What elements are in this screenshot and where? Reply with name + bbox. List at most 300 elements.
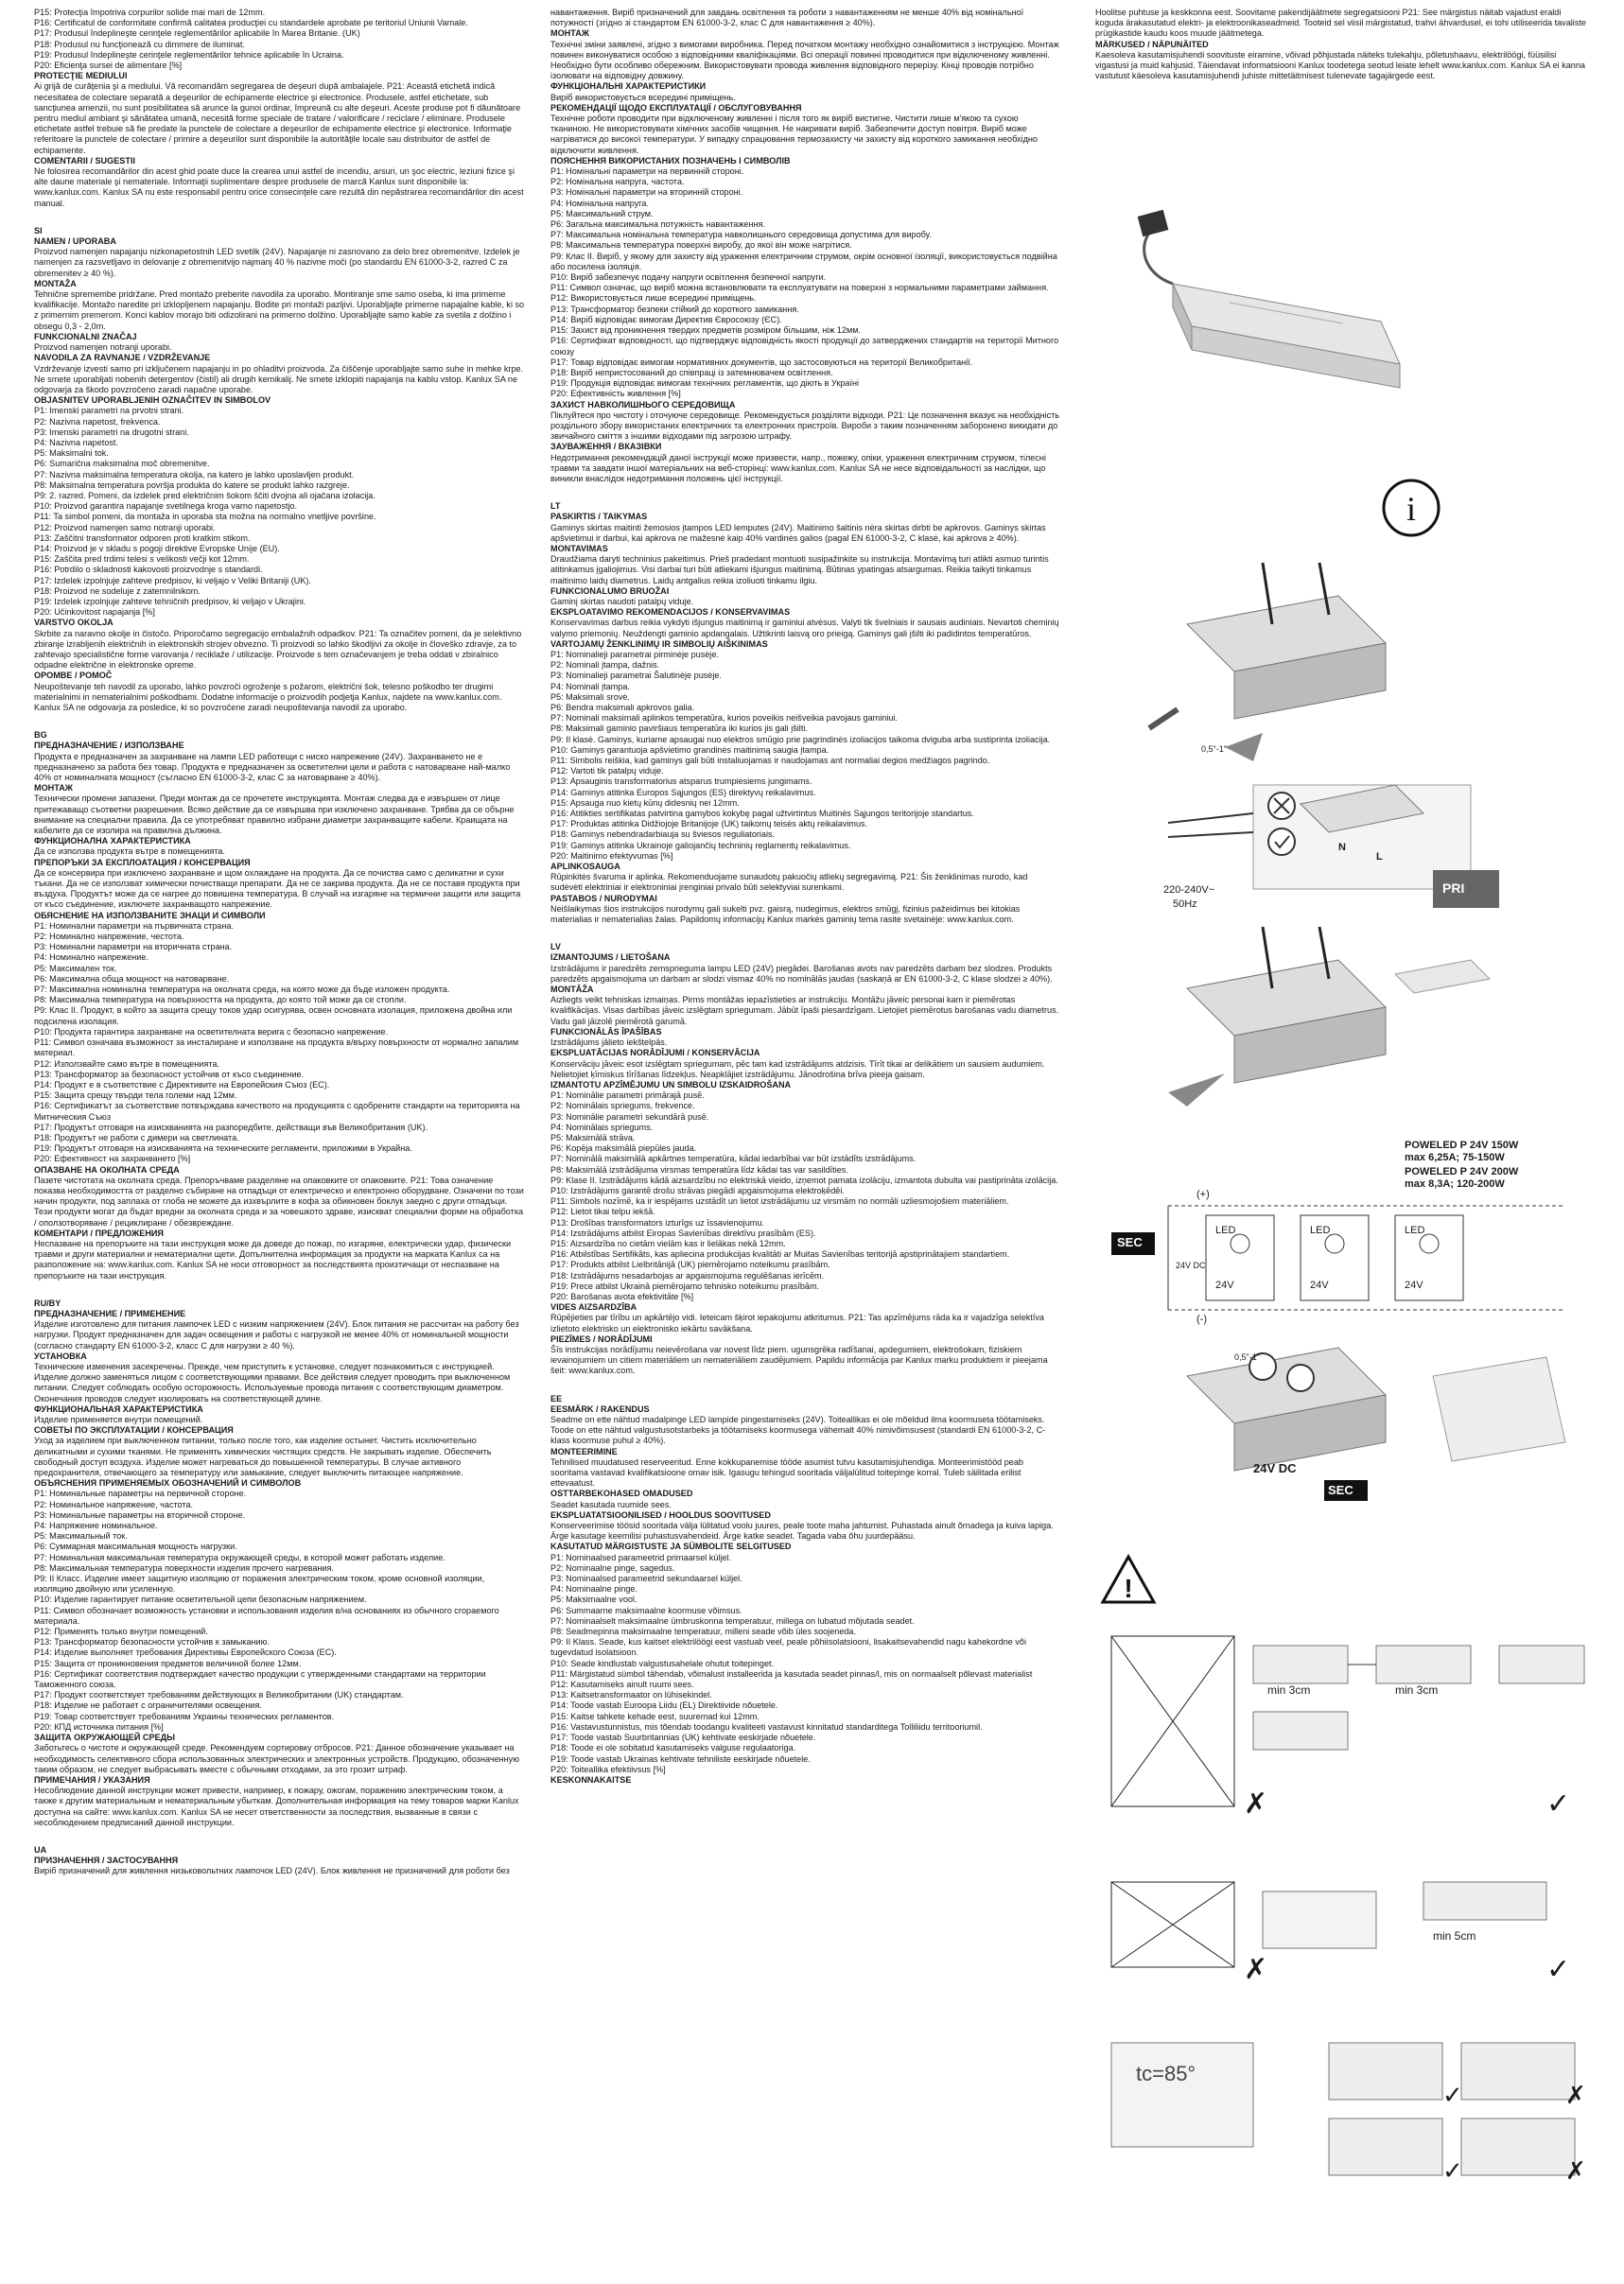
ru-care: Уход за изделием при выключенном питании, только после того, как изделие остынет. Чистить исключительно деликатными и сухими тканями. Не применять химических чистящих средств. Не закрывать изделие. Обеспечить свободный доступ воздуха. Изделие может нагреваться до повышенной температуры. В случае активного предохранителя, отвечающего за температуру или замыкание, следует выключить питающее напряжение. bbox=[34, 1436, 495, 1478]
list-item: P16: Potrdilo o skladnosti kakovosti proizvodnje s standardi. bbox=[34, 565, 263, 575]
lv-func: Izstrādājums jālieto iekštelpās. bbox=[550, 1037, 668, 1048]
list-item: P4: Напряжение номинальное. bbox=[34, 1521, 158, 1531]
ro-env: Ai grijă de curăţenia şi a mediului. Vă recomandăm segregarea de deşeuri după ambalajele. P21: Această etichetă indică necesitatea de colectare separată a deşeurilor de echipamente electrice şi electronice. Produsele, astfel etichetate, sub sancţiunea amenzii, nu sunt posibilitatea să arunce la gunoi ordinar, împreună cu alte deşeuri. Aceste produse pot fi dăunătoare pentru mediul ambiant şi sănătatea umană, necesită forme speciale de tratare / valorificare / reciclare / eliminare. Produsele etichetate astfel trebuie să fie predate la punctele de colectare a deşeurilor de echipamente electrice şi electronice. Informaţie referitoare la punctele de colectare / primire a deşeurilor sunt disponibile la autorităţile locale sau distribuitor de astfel de echipamente. bbox=[34, 81, 523, 155]
list-item: P2: Nominali įtampa, dažnis. bbox=[550, 660, 660, 671]
ru-func-title: ФУНКЦИОНАЛЬНАЯ ХАРАКТЕРИСТИКА bbox=[34, 1404, 203, 1414]
list-item: P15: Защита срещу твърди тела големи над 12мм. bbox=[34, 1090, 237, 1101]
list-item: P20: Ефективност на захранването [%] bbox=[34, 1154, 191, 1164]
list-item: P9: II Класс. Изделие имеет защитную изоляцию от поражения электрическим током, кроме основной изоляции, изоляцию двойную или усиленную. bbox=[34, 1574, 487, 1595]
list-item: P19: Produsul îndeplineşte cerinţele reglementărilor tehnice aplicabile în Ucraina. bbox=[34, 49, 344, 60]
warning-icon bbox=[1100, 1554, 1157, 1605]
si-text: Proizvod namenjen napajanju nizkonapetostnih LED svetilk (24V). Napajanje ni zasnovano za delo brez obremenitve. Izdelek je namenjen za razsvetljavo in delovanje z obremenitvijo najmanj 40 % nazivne moči (po standardu EN 61000-3-2, razred C za obremenitev ≥ 40 %). bbox=[34, 247, 523, 278]
list-item: P2: Nominālais spriegums, frekvence. bbox=[550, 1101, 695, 1111]
list-item: P19: Prece atbilst Ukrainā piemērojamo tehnisko noteikumu prasībām. bbox=[550, 1281, 820, 1291]
poweled-150-spec: max 6,25A; 75-150W bbox=[1405, 1152, 1505, 1163]
column-2 bbox=[550, 8, 1061, 1786]
line-label: L bbox=[1376, 851, 1383, 863]
list-item: P17: Товар відповідає вимогам нормативних документів, що застосовуються на території Великобританії. bbox=[550, 357, 973, 367]
list-item: P4: Номинално напрежение. bbox=[34, 952, 148, 963]
si-title: NAMEN / UPORABA bbox=[34, 236, 116, 247]
ru-title: ПРЕДНАЗНАЧЕНИЕ / ПРИМЕНЕНИЕ bbox=[34, 1308, 186, 1318]
ua-symbols-list bbox=[550, 166, 1061, 399]
list-item: P8: Максимална температура на повърхността на продукта, до която той може да се стопли. bbox=[34, 995, 407, 1005]
list-item: P4: Номінальна напруга. bbox=[550, 198, 650, 208]
ee-care: Konserveerimise töösid sooritada välja lülitatud voolu juures, peale toote maha jahtumist. Puhastada ainult õrnadega ja kuiva lapiga. Ärge kasutage keemilisi puhastusvahendeid. Ärge katke seadet. Tagada vaba õhu juurdepääsu. bbox=[550, 1521, 1056, 1542]
list-item: P1: Imenski parametri na prvotni strani. bbox=[34, 406, 184, 416]
list-item: P16: Сертификатът за съответствие потвърждава качеството на продукцията с одобрените стандарти на територията на Митническия Съюз bbox=[34, 1101, 523, 1122]
si-symbols-list bbox=[34, 406, 526, 618]
bg-care-title: ПРЕПОРЪКИ ЗА ЕКСПЛОАТАЦИЯ / КОНСЕРВАЦИЯ bbox=[34, 857, 251, 867]
list-item: P6: Загальна максимальна потужність навантаження. bbox=[550, 219, 765, 230]
v24-label-2: 24V bbox=[1310, 1280, 1329, 1291]
ee-mount: Tehnilised muudatused reserveeritud. Enne kokkupanemise tööde asumist tutvu kasutamisjuhendiga. Monteerimistööd peab sooritama vastavad kvalifikatsioone omav isik. Igasugu tehingud sooritada väljalülitud toitepinge korral. Tuleb säilitada erilist ettevaatust. bbox=[550, 1456, 1026, 1489]
voltage-label: 220-240V~ bbox=[1163, 884, 1215, 896]
ro-env-title: PROTECŢIE MEDIULUI bbox=[34, 71, 128, 81]
ua-env: Піклуйтеся про чистоту і оточуюче середовище. Рекомендується розділяти відходи. P21: Це позначення вказує на необхідність роздільного збору використаних електричних та електронних пристроїв. Вироби з таким позначенням заборонено викидати до звичайного сміття з іншими відходами під загрозою штрафу. bbox=[550, 410, 1062, 442]
ru-env-title: ЗАЩИТА ОКРУЖАЮЩЕЙ СРЕДЫ bbox=[34, 1733, 176, 1743]
poweled-150-title: POWELED P 24V 150W bbox=[1405, 1140, 1519, 1151]
list-item: P1: Nominālie parametri primārajā pusē. bbox=[550, 1090, 705, 1101]
si-help: Neupoštevanje teh navodil za uporabo, lahko povzroči ogroženje s požarom, električni šok, telesno poškodbo ter drugimi materialnimi in nematerialnimi poškodbami. Dodatne informacije o proizvodih podjetja Kanlux, najdete na www.kanlux.com. Kanlux SA ne odgovarja za posledice, ki so povzročene zaradi neupoštevanja navodil za uporabo. bbox=[34, 681, 504, 712]
list-item: P2: Номінальна напруга, частота. bbox=[550, 177, 685, 187]
lv-mount: Aizliegts veikt tehniskas izmaiņas. Pirms montāžas iepazīstieties ar instrukciju. Montāžu jāveic personai kam ir piemērotas kvalifikācijas. Visas darbības jāveic izslēgtam spriegumam. Jābūt īpaši piesardzīgam. Lietojiet piemērotus barošanas vadu diametrus. Vadu gali jāizolē piemērotā garumā. bbox=[550, 995, 1061, 1026]
list-item: P5: Максимален ток. bbox=[34, 963, 117, 973]
list-item: P4: Nominali įtampa. bbox=[550, 681, 630, 691]
list-item: P19: Товар соответствует требованиям Украины технических регламентов. bbox=[34, 1711, 335, 1721]
lt-care: Konservavimas darbus reikia vykdyti išjungus maitinimą ir gaminiui atvėsus. Valyti tik švelniais ir sausais audiniais. Nevartoti cheminių valymo priemonių. Neuždengti gaminio apdangalais. Užtikrinti laisvą oro prieigą. Gaminys gali įšilti iki padidintos temperatūros. bbox=[550, 618, 1062, 638]
ee-func-title: OSTTARBEKOHASED OMADUSED bbox=[550, 1489, 693, 1499]
minus-label: (-) bbox=[1196, 1314, 1207, 1325]
list-item: P6: Суммарная максимальная мощность нагрузки. bbox=[34, 1542, 237, 1552]
list-item: P17: Izdelek izpolnjuje zahteve predpisov, ki veljajo v Veliki Britaniji (UK). bbox=[34, 575, 311, 585]
bg-notes: Неспазване на препоръките на тази инструкция може да доведе до пожар, по изгаряне, електрически удар, физически травми и други материални и нематериални щети. Допълнителна информация за продукти на марката Kanlux са на разположение на: www.kanlux.com. Kanlux SA не носи отговорност за последствията произтичащи от неспазване на препоръките на тази инструкция. bbox=[34, 1238, 514, 1281]
ee-symbols-title: KASUTATUD MÄRGISTUSTE JA SÜMBOLITE SELGITUSED bbox=[550, 1542, 792, 1552]
lv-func-title: FUNKCIONĀLĀS ĪPAŠĪBAS bbox=[550, 1026, 662, 1037]
lv-env: Rūpējieties par tīrību un apkārtējo vidi. Ieteicam šķirot iepakojumu atkritumus. P21: Tas apzīmējums rāda ka ir vajadzīga selektīva izlietoto elektrisko un elektronisko iekārtu savākšana. bbox=[550, 1313, 1047, 1334]
list-item: P16: Сертификат соответствия подтверждает качество продукции с утвержденными стандартами на территории Таможенного союза. bbox=[34, 1668, 489, 1690]
list-item: P13: Drošības transformators izturīgs uz īssavienojumu. bbox=[550, 1217, 764, 1228]
list-item: P10: Виріб забезпечує подачу напруги освітлення безпечної напруги. bbox=[550, 272, 827, 283]
info-icon bbox=[1381, 478, 1441, 538]
lv-mount-title: MONTĀŽA bbox=[550, 985, 594, 995]
list-item: P6: Bendra maksimali apkrovos galia. bbox=[550, 703, 695, 712]
list-item: P20: КПД источника питания [%] bbox=[34, 1721, 164, 1732]
list-item: P14: Toode vastab Euroopa Liidu (EL) Direktiivide nõuetele. bbox=[550, 1700, 778, 1711]
min3-label-b: min 3cm bbox=[1395, 1683, 1439, 1697]
list-item: P16: Vastavustunnistus, mis tõendab toodangu kvaliteeti vastavust kinnitatud standarditega Tolliliidu territooriumil. bbox=[550, 1721, 983, 1732]
ua-func-title: ФУНКЦІОНАЛЬНІ ХАРАКТЕРИСТИКИ bbox=[550, 81, 707, 92]
si-care: Vzdrževanje izvesti samo pri izključenem napajanju in po ohladitvi proizvoda. Za čiščenje uporabljajte samo suhe in mehke krpe. Ne smete uporabljati nobenih detergentov (čistil) ali drugih kemikalij. Ne smete izklopiti napajanja na kablu vstop. Kanlux SA ne odgovarja za škodo povzročeno zaradi napačne uporabe. bbox=[34, 363, 526, 394]
list-item: P1: Номінальні параметри на первинній стороні. bbox=[550, 166, 744, 177]
list-item: P20: Toiteallika efektiivsus [%] bbox=[550, 1764, 666, 1774]
list-item: P16: Certificatul de conformitate confirmă calitatea producţiei cu standardele aprobate pe teritoriul Uniunii Vamale. bbox=[34, 18, 468, 28]
min5-label: min 5cm bbox=[1433, 1929, 1476, 1943]
cross-mark-1: ✗ bbox=[1244, 1788, 1268, 1820]
ee-func: Seadet kasutada ruumide sees. bbox=[550, 1499, 672, 1509]
info-letter: i bbox=[1406, 490, 1417, 528]
lt-symbols-list bbox=[550, 650, 1061, 862]
list-item: P13: Kaitsetransformaator on lühisekindel. bbox=[550, 1690, 712, 1700]
bg-notes-title: КОМЕНТАРИ / ПРЕДЛОЖЕНИЯ bbox=[34, 1228, 164, 1238]
plus-label: (+) bbox=[1196, 1189, 1210, 1200]
list-item: P18: Toode ei ole sobitatud kasutamiseks valguse regulaatoriga. bbox=[550, 1743, 796, 1753]
bg-care: Да се консервира при изключено захранване и щом охлаждане на продукта. Да се почиства само с деликатни и сухи тъкани. Да не се използват химически почистващи препарати. Да не се закрива продукта. Да не се поставя продукта при въздуха. Продуктът може да се нагрее до повишена температура. В случай на изгаряне на термични защити или защита от късо съединение, изключете захранващото напрежение. bbox=[34, 867, 523, 910]
ro-tail-list bbox=[34, 8, 526, 71]
sec-badge-2: SEC bbox=[1328, 1483, 1353, 1497]
si-func: Proizvod namenjen notranji uporabi. bbox=[34, 342, 172, 353]
bg-text: Продукта е предназначен за захранване на лампи LED работещи с ниско напрежение (24V). Захранването не е предназначено за работа без товар. Продукта е предназначен за осветителни цели и работа с натоварване най-малко 40% от номиналната мощност (съгласно EN 61000-3-2, клас C за натоварване ≥ 40%). bbox=[34, 751, 513, 783]
lv-title: IZMANTOJUMS / LIETOŠANA bbox=[550, 952, 671, 963]
lv-symbols-list bbox=[550, 1090, 1061, 1302]
si-symbols-title: OBJASNITEV UPORABLJENIH OZNAČITEV IN SIMBOLOV bbox=[34, 395, 271, 406]
list-item: P14: Изделие выполняет требования Директивы Европейского Союза (ЕС). bbox=[34, 1648, 337, 1658]
list-item: P18: Gaminys nebendradarbiauja su šviesos reguliatoriais. bbox=[550, 829, 776, 840]
ua-cont: навантаження. Виріб призначений для завдань освітлення та роботи з навантаженням не менше 40% від номінальної потужності (згідно зі стандартом EN 61000-3-2, клас C для навантаження ≥ 40%). bbox=[550, 8, 1026, 28]
list-item: P3: Nominālie parametri sekundārā pusē. bbox=[550, 1111, 709, 1122]
list-item: P10: Seade kindlustab valgustusahelale ohutut toitepinget. bbox=[550, 1658, 775, 1668]
lv-notes: Šīs instrukcijas norādījumu neievērošana var novest līdz piem. ugunsgrēka radīšanai, apdegumiem, elektrošokam, fiziskiem ievainojumiem un citiem materiāliem un nemateriāliem zaudējumiem. Papildu informācija par Kanlux marku produktiem ir pieejama šeit: www.kanlux.com. bbox=[550, 1344, 1051, 1376]
list-item: P18: Изделие не работает с ограничителями освещения. bbox=[34, 1700, 262, 1711]
list-item: P10: Proizvod garantira napajanje svetilnega kroga varno napetostjo. bbox=[34, 501, 298, 512]
lt-notes: Neišlaikymas šios instrukcijos nurodymų gali sukelti pvz. gaisrą, nudegimus, elektros smūgį, fizinius pažeidimus bei kitokias materialias ir nematerialias žalas. Papildomų informacijų Kanlux markės gaminių tema rasite svetainėje: www.kanlux.com. bbox=[550, 903, 1022, 925]
ee-care-title: EKSPLUATATSIOONILISED / HOOLDUS SOOVITUSED bbox=[550, 1509, 771, 1520]
ee-mount-title: MONTEERIMINE bbox=[550, 1446, 618, 1456]
frequency-label: 50Hz bbox=[1173, 898, 1197, 910]
poweled-200-spec: max 8,3A; 120-200W bbox=[1405, 1178, 1505, 1190]
ua-mount-title: МОНТАЖ bbox=[550, 28, 589, 39]
list-item: P1: Nominalieji parametrai pirminėje pusėje. bbox=[550, 649, 719, 659]
list-item: P19: Продукція відповідає вимогам технічних регламентів, що діють в Україні bbox=[550, 378, 860, 389]
lt-symbols-title: VARTOJAMŲ ŽENKLINIMŲ IR SIMBOLIŲ AIŠKINIMAS bbox=[550, 638, 768, 649]
list-item: P7: Nominali maksimali aplinkos temperatūra, kurios poveikis neišveikia pavojaus gaminiui. bbox=[550, 713, 898, 724]
ro-comments: Ne folosirea recomandărilor din acest ghid poate duce la crearea unui astfel de incendiu, arsuri, un şoc electric, leziuni fizice şi alte daune materiale şi nemateriale. Informaţii suplimentare despre produsele de marcă Kanlux sunt disponibile la: www.kanlux.com. Kanlux SA nu este responsabil pentru orice consecinţele care rezultă din nepăstrarea recomandărilor din acest manual. bbox=[34, 166, 527, 208]
list-item: P20: Maitinimo efektyvumas [%] bbox=[550, 850, 673, 861]
led-label-1: LED bbox=[1215, 1225, 1236, 1236]
si-help-title: OPOMBE / POMOČ bbox=[34, 671, 113, 681]
bg-func-title: ФУНКЦИОНАЛНА ХАРАКТЕРИСТИКА bbox=[34, 836, 191, 846]
list-item: P6: Summaarne maksimaalne koormuse võimsus. bbox=[550, 1605, 742, 1615]
list-item: P8: Maksimali gaminio paviršiaus temperatūra iki kurios jis gali įšilti. bbox=[550, 724, 808, 734]
poweled-200-title: POWELED P 24V 200W bbox=[1405, 1166, 1519, 1177]
list-item: P12: Използвайте само вътре в помещенията. bbox=[34, 1058, 219, 1069]
list-item: P5: Maksimaalne vool. bbox=[550, 1595, 637, 1605]
list-item: P6: Kopēja maksimālā piepūles jauda. bbox=[550, 1143, 697, 1154]
ru-env: Заботьтесь о чистоте и окружающей среде. Рекомендуем сортировку отбросов. P21: Данное обозначение указывает на необходимость селективного сбора использованных электрических и электронных устройств. Продукцию, обозначенную таким образом, не следует выбрасывать вместе с обычными отходами, за это грозит штраф. bbox=[34, 1743, 522, 1774]
list-item: P11: Simbols nozīmē, ka ir iespējams uzstādīt un lietot izstrādājumu uz virsmām no normāli uzliesmojošiem materiāliem. bbox=[550, 1196, 1009, 1207]
list-item: P18: Izstrādājums nesadarbojas ar apgaismojuma regulēšanas ierīcēm. bbox=[550, 1270, 825, 1281]
lt-func-title: FUNKCIONALUMO BRUOŽAI bbox=[550, 585, 670, 596]
list-item: P18: Виріб непристосований до співпраці із затемнювачем освітлення. bbox=[550, 367, 833, 377]
lt-notes-title: PASTABOS / NURODYMAI bbox=[550, 893, 657, 903]
list-item: P15: Zaščita pred trdimi telesi s velikosti večji kot 12mm. bbox=[34, 554, 250, 565]
list-item: P6: Максимална обща мощност на натоварване. bbox=[34, 973, 230, 984]
ru-text: Изделие изготовлено для питания лампочек LED с низким напряжением (24V). Блок питания не рассчитан на работу без нагрузки. Продукт предназначен для задач освещения и работы с нагрузкой не менее 40% от номинальной мощности (согласно стандарту EN 61000-3-2, класс C для нагрузки ≥ 40 %). bbox=[34, 1319, 522, 1351]
lt-env-title: APLINKOSAUGA bbox=[550, 862, 620, 872]
list-item: P13: Трансформатор безпеки стійкий до короткого замикання. bbox=[550, 304, 799, 314]
list-item: P6: Sumarična maksimalna moč obremenitve. bbox=[34, 459, 210, 469]
list-item: P2: Nazivna napetost, frekvenca. bbox=[34, 416, 161, 427]
ee-env-cont: Hoolitse puhtuse ja keskkonna eest. Soovitame pakendijäätmete segregatsiooni P21: See märgistus näitab vajadust eraldi koguda ärakasutatud elektri- ja elektroonikaseadmeid. Tooteid sel viisil märgistatud, trahvi ähvardusel, ei tohi utiliseerida tavaliste prügikastide kaudu koos muude jäätmetega. bbox=[1095, 8, 1589, 39]
si-mount-title: MONTAŽA bbox=[34, 278, 77, 288]
ua-env-title: ЗАХИСТ НАВКОЛИШНЬОГО СЕРЕДОВИЩА bbox=[550, 399, 736, 410]
list-item: P15: Захист від проникнення твердих предметів розміром більшим, ніж 12мм. bbox=[550, 325, 862, 336]
v24-label-1: 24V bbox=[1215, 1280, 1234, 1291]
cross-mark-2: ✗ bbox=[1244, 1954, 1268, 1985]
list-item: P19: Izdelek izpolnjuje zahteve tehničnih predpisov, ki veljajo v Ukrajini. bbox=[34, 596, 306, 606]
lv-env-title: VIDES AIZSARDZĪBA bbox=[550, 1302, 637, 1313]
list-item: P12: Lietot tikai telpu iekšā. bbox=[550, 1207, 655, 1217]
angle-label: 0,5"-1" bbox=[1201, 744, 1227, 754]
lt-func: Gaminį skirtas naudoti patalpų viduje. bbox=[550, 596, 694, 606]
warning-mark: ! bbox=[1124, 1574, 1133, 1603]
tc-label: tc=85° bbox=[1136, 2062, 1196, 2085]
si-tag: SI bbox=[34, 225, 43, 235]
bg-mount-title: МОНТАЖ bbox=[34, 783, 73, 793]
bg-mount: Технически промени запазени. Преди монтаж да се прочетете инструкцията. Монтаж следва да е извършен от лице притежаващо съответни разрешения. Всяко действие да се извършва при изключено захранване. Трябва да се обърне внимание на специални правила. Да се употребяват правилно избрани диаметри захранващите кабели. Краищата на кабелите да се изолира на правилна дължина. bbox=[34, 793, 517, 836]
list-item: P19: Gaminys atitinka Ukrainoje galiojančių techninių reglamentų reikalavimus. bbox=[550, 840, 851, 850]
ua-tag: UA bbox=[34, 1844, 47, 1855]
bg-symbols-title: ОБЯСНЕНИЕ НА ИЗПОЛЗВАНИТЕ ЗНАЦИ И СИМВОЛИ bbox=[34, 910, 266, 920]
list-item: P11: Simbolis reiškia, kad gaminys gali būti instaliuojamas ir naudojamas ant normaliai degios medžiagos pagrindo. bbox=[550, 756, 990, 766]
lt-title: PASKIRTIS / TAIKYMAS bbox=[550, 512, 648, 522]
list-item: P2: Nominaalne pinge, sagedus. bbox=[550, 1562, 675, 1573]
list-item: P19: Продуктът отговаря на изискванията на техническите регламенти, приложими в Украйна. bbox=[34, 1143, 412, 1154]
ru-func: Изделие применяется внутри помещений. bbox=[34, 1415, 203, 1424]
lv-care-title: EKSPLUATĀCIJAS NORĀDĪJUMI / KONSERVĀCIJA bbox=[550, 1048, 760, 1058]
led-label-3: LED bbox=[1405, 1225, 1425, 1236]
ru-tag: RU/BY bbox=[34, 1298, 61, 1308]
list-item: P17: Produsul îndeplineşte cerinţele reglementărilor aplicabile în Marea Britanie. (UK) bbox=[34, 28, 360, 39]
list-item: P11: Символ означава възможност за инсталиране и използване на продукта в/върху повърхности от нормално запалим материал. bbox=[34, 1037, 521, 1058]
lt-tag: LT bbox=[550, 501, 561, 512]
si-func-title: FUNKCIONALNI ZNAČAJ bbox=[34, 331, 137, 341]
list-item: P8: Максимальна температура поверхні виробу, до якої він може нагрітися. bbox=[550, 240, 852, 251]
bg-symbols-list bbox=[34, 921, 526, 1165]
list-item: P17: Продуктът отговаря на изискванията на разпоредбите, действащи във Великобритания (UK). bbox=[34, 1122, 428, 1132]
list-item: P4: Nominālais spriegums. bbox=[550, 1122, 654, 1132]
list-item: P15: Protecţia împotriva corpurilor solide mai mari de 12mm. bbox=[34, 8, 266, 17]
check-mark-3: ✓ bbox=[1442, 2081, 1463, 2109]
list-item: P14: Gaminys atitinka Europos Sąjungos (ES) direktyvų reikalavimus. bbox=[550, 787, 816, 797]
list-item: P19: Toode vastab Ukrainas kehtivate tehniliste eeskirjade nõuetele. bbox=[550, 1753, 811, 1764]
list-item: P13: Apsauginis transformatorius atsparus trumpiesiems jungimams. bbox=[550, 776, 812, 787]
angle-label-2: 0,5"-1" bbox=[1234, 1352, 1260, 1362]
lt-text: Gaminys skirtas maitinti žemosios įtampos LED lemputes (24V). Maitinimo šaltinis nėra skirtas dirbti be apkrovos. Gaminys skirtas apšvietimui ir darbui, kai apkrova ne mažesnė kaip 40% vardinės galios (pagal EN 61000-3-2, C klasė, kai apkrova ≥ 40%). bbox=[550, 522, 1049, 543]
list-item: P10: Izstrādājums garantē drošu strāvas piegādi apgaismojuma elektroķēdēi. bbox=[550, 1185, 845, 1195]
ua-text: Виріб призначений для живлення низьковольтних лампочок LED (24V). Блок живлення не призначений для роботи без bbox=[34, 1866, 510, 1876]
list-item: P9: 2. razred. Pomeni, da izdelek pred električnim šokom ščiti dvojna ali ojačana izolacija. bbox=[34, 490, 375, 500]
list-item: P16: Atitikties sertifikatas patvirtina gamybos kokybę pagal užtvirtintus Muitinės Sąjungos teritorijoje standartus. bbox=[550, 809, 974, 819]
list-item: P5: Maksimali srovė. bbox=[550, 691, 630, 702]
cross-mark-3: ✗ bbox=[1565, 2081, 1586, 2109]
list-item: P20: Barošanas avota efektivitāte [%] bbox=[550, 1291, 694, 1301]
list-item: P12: Применять только внутри помещений. bbox=[34, 1627, 208, 1637]
list-item: P18: Produsul nu funcţionează cu dimmere de iluminat. bbox=[34, 39, 245, 49]
check-mark-2: ✓ bbox=[1546, 1954, 1571, 1985]
list-item: P13: Zaščitni transformator odporen proti kratkim stikom. bbox=[34, 532, 251, 543]
list-item: P12: Використовується лише всередині приміщень. bbox=[550, 293, 757, 304]
list-item: P17: Продукт соответствует требованиям действующих в Великобритании (UK) стандартам. bbox=[34, 1690, 404, 1700]
list-item: P3: Nominalieji parametrai Šalutinėje pusėje. bbox=[550, 671, 722, 681]
ru-mount-title: УСТАНОВКА bbox=[34, 1351, 87, 1361]
list-item: P8: Maksimālā izstrādājuma virsmas temperatūra līdz kādai tas var sasildīties. bbox=[550, 1164, 848, 1175]
list-item: P17: Toode vastab Suurbritannias (UK) kehtivate eeskirjade nõuetele. bbox=[550, 1733, 816, 1743]
list-item: P2: Номинальное напряжение, частота. bbox=[34, 1499, 194, 1509]
list-item: P8: Seadmepinna maksimaalne temperatuur, milleni seade võib üles soojeneda. bbox=[550, 1627, 857, 1637]
list-item: P20: Eficienţa sursei de alimentare [%] bbox=[34, 61, 183, 71]
list-item: P8: Maksimalna temperatura površja produkta do katere se produkt lahko razgreje. bbox=[34, 479, 350, 490]
v24-label-3: 24V bbox=[1405, 1280, 1423, 1291]
list-item: P9: II klasė. Gaminys, kuriame apsaugai nuo elektros smūgio prie pagrindinės izoliacijos taikoma dviguba arba sustiprinta izoliacija. bbox=[550, 734, 1051, 744]
primary-wiring-figure bbox=[1111, 558, 1509, 917]
bg-tag: BG bbox=[34, 730, 47, 741]
list-item: P7: Nominālā maksimālā apkārtnes temperatūra, kādai iedarbībai var būt izstādīts izstrādājums. bbox=[550, 1154, 917, 1164]
list-item: P1: Номинални параметри на първичната страна. bbox=[34, 920, 234, 931]
list-item: P3: Nominaalsed parameetrid sekundaarsel küljel. bbox=[550, 1574, 742, 1584]
list-item: P3: Номінальні параметри на вторинній стороні. bbox=[550, 187, 743, 198]
list-item: P16: Сертифікат відповідності, що підтверджує відповідність якості продукції до затверджених стандартів на території Митного союзу bbox=[550, 336, 1061, 357]
sec-badge: SEC bbox=[1117, 1235, 1143, 1249]
list-item: P10: Изделие гарантирует питание осветительной цепи безопасным напряжением. bbox=[34, 1595, 367, 1605]
list-item: P2: Номинално напрежение, честота. bbox=[34, 932, 184, 942]
list-item: P11: Ta simbol pomeni, da montaža in uporaba sta možna na normalno vnetljive površine. bbox=[34, 512, 376, 522]
list-item: P4: Nazivna napetost. bbox=[34, 437, 118, 447]
list-item: P5: Maksimālā strāva. bbox=[550, 1132, 636, 1142]
list-item: P18: Продуктът не работи с димери на светлината. bbox=[34, 1132, 239, 1142]
si-mount: Tehnične spremembe pridržane. Pred montažo preberite navodila za uporabo. Montiranje sme samo oseba, ki ima primerne kvalifikacije. Montažo naredite pri izklopljenem napajanju. Bodite pri montaži pazljivi. Uporabljajte primerne napajalne kable, ki so z primernim premerom. Konci kablov morajo biti odizolirani na primerno dolžino. Uporabljajte samo kable za svetila z dolžino i obsegu 0,3 - 2,0m. bbox=[34, 289, 527, 331]
ua-symbols-title: ПОЯСНЕННЯ ВИКОРИСТАНИХ ПОЗНАЧЕНЬ І СИМВОЛІВ bbox=[550, 155, 791, 166]
list-item: P14: Виріб відповідає вимогам Директив Євросоюзу (ЄС). bbox=[550, 314, 782, 324]
check-mark-1: ✓ bbox=[1546, 1788, 1571, 1820]
ee-symbols-list bbox=[550, 1553, 1061, 1775]
list-item: P14: Proizvod je v skladu s pogoji direktive Evropske Unije (EU). bbox=[34, 543, 280, 553]
ee-env-title: KESKONNAKAITSE bbox=[550, 1774, 632, 1785]
led-label-2: LED bbox=[1310, 1225, 1331, 1236]
si-care-title: NAVODILA ZA RAVNANJE / VZDRŽEVANJE bbox=[34, 353, 211, 363]
list-item: P11: Märgistatud sümbol tähendab, võimalust installeerida ja kasutada seadet pinnas/l, mis on normaalselt põlevast materialist bbox=[550, 1668, 1033, 1679]
list-item: P4: Nominaalne pinge. bbox=[550, 1584, 638, 1595]
list-item: P5: Maksimalni tok. bbox=[34, 448, 109, 459]
bg-env: Пазете чистотата на околната среда. Препоръчваме разделяне на опаковките от опаковките. P21: Това означение показва необходимостта от разделно събиране на отпадъци от електрическо и електронно оборудване. Означени по този начин продукти, под заплаха от глоба не можете да изхвърлите в кофа за обикновен боклук заедно с други отпадъци. Тези продукти могат да бъдат вредни за околната среда и за човешкото здраве, изискват специални форми на обработка / оползотворяване / рециклиране / обезвреждане. bbox=[34, 1175, 527, 1228]
min3-label-a: min 3cm bbox=[1267, 1683, 1311, 1697]
ua-care: Технічне роботи проводити при відключеному живленні і після того як виріб вистигне. Чистити лише м'якою та сухою тканиною. Не використовувати хімічних засобів чищення. Не накривати виріб. Забезпечити доступ повітря. Виріб може нагріватися до високої температури. У випадку спрацювання термозахисту чи захисту від короткого замикання необхідно відключити живлення. bbox=[550, 113, 1040, 155]
secondary-mounting-figure bbox=[1111, 922, 1509, 1111]
list-item: P20: Učinkovitost napajanja [%] bbox=[34, 607, 155, 618]
neutral-label: N bbox=[1338, 842, 1346, 853]
lv-notes-title: PIEZĪMES / NORĀDĪJUMI bbox=[550, 1334, 653, 1344]
list-item: P10: Продукта гарантира захранване на осветителната верига с безопасно напрежение. bbox=[34, 1026, 389, 1037]
list-item: P18: Proizvod ne sodeluje z zatemnilnikom. bbox=[34, 585, 201, 596]
list-item: P15: Apsauga nuo kietų kūnų didesnių nei 12mm. bbox=[550, 797, 740, 808]
list-item: P17: Produkts atbilst Lielbritānijā (UK) piemērojamo noteikumu prasībām. bbox=[550, 1260, 830, 1270]
list-item: P1: Nominaalsed parameetrid primaarsel küljel. bbox=[550, 1552, 732, 1562]
list-item: P5: Максимальний струм. bbox=[550, 208, 654, 218]
installation-rules-figure bbox=[1102, 1627, 1594, 2251]
list-item: P11: Символ обозначает возможность установки и использования изделия в/на основаниях из обычного сгораемого материала. bbox=[34, 1605, 502, 1626]
list-item: P14: Izstrādājums atbilst Eiropas Savienības direktīvu prasībām (ES). bbox=[550, 1228, 816, 1238]
list-item: P12: Proizvod namenjen samo notranji uporabi. bbox=[34, 522, 216, 532]
si-env: Skrbite za naravno okolje in čistočo. Priporočamo segregacijo embalažnih odpadkov. P21: Ta označitev pomeni, da je selektivno zbiranje izrabljenih električnih in elektronskih strojev obvezno. Ti proizvodi so lahko škodljivi za okolje in človeško zdravje, za to zahtevajo specialistične forme varovanja / reciklaže / utilizacije. Proizvode s tem označevanjem je treba oddati v zbiralnico odpadne električne in elektronske opreme. bbox=[34, 628, 524, 671]
ru-mount: Технические изменения засекречены. Прежде, чем приступить к установке, следует познакомиться с инструкцией. Изделие должно заменяться лицом с соответствующими правами. Все действия следует проводить при выключенном питании. Следует соблюдать особую осторожность. Используемые провода питания с соответствующим диаметром. Оконечания проводов следует изолировать на соответствующей длине. bbox=[34, 1361, 513, 1404]
lv-text: Izstrādājums ir paredzēts zemsprieguma lampu LED (24V) piegādei. Barošanas avots nav paredzēts darbam bez slodzes. Produkts paredzēts apgaismojuma un darbam ar slodzi vismaz 40% no nominālās jaudas (saskaņā ar EN 61000-3-2, C klase slodzei ≥ 40%). bbox=[550, 963, 1055, 984]
list-item: P7: Nazivna maksimalna temperatura okolja, na katero je lahko uposlavljen produkt. bbox=[34, 469, 355, 479]
list-item: P16: Atbilstības Sertifikāts, kas apliecina produkcijas kvalitāti ar Muitas Savienības teritorijā apstiprinātajiem standartiem. bbox=[550, 1249, 1010, 1260]
bg-env-title: ОПАЗВАНЕ НА ОКОЛНАТА СРЕДА bbox=[34, 1164, 180, 1175]
list-item: P20: Ефективність живлення [%] bbox=[550, 389, 681, 399]
ru-symbols-title: ОБЪЯСНЕНИЯ ПРИМЕНЯЕМЫХ ОБОЗНАЧЕНИЙ И СИМВОЛОВ bbox=[34, 1478, 302, 1489]
list-item: P9: Клас II. Виріб, у якому для захисту від ураження електричним струмом, окрім основної ізоляції, використовується подвійна або посилена ізоляція. bbox=[550, 251, 1060, 271]
list-item: P8: Максимальная температура поверхности изделия прочего нагревания. bbox=[34, 1562, 334, 1573]
check-mark-4: ✓ bbox=[1442, 2156, 1463, 2185]
lt-env: Rūpinkitės švaruma ir aplinka. Rekomenduojame sunaudotų pakuočių atliekų segregavimą. P21: Šis ženklinimas nurodo, kad sudėvėti elektriniai ir elektroniniai įrenginiai privalo būti selektyviai surenkami. bbox=[550, 872, 1031, 893]
list-item: P3: Номинални параметри на вторичната страна. bbox=[34, 942, 233, 952]
list-item: P13: Трансформатор безопасности устойчив к замыканию. bbox=[34, 1637, 270, 1648]
lt-care-title: EKSPLOATAVIMO REKOMENDACIJOS / KONSERVAVIMAS bbox=[550, 607, 791, 618]
list-item: P11: Символ означає, що виріб можна встановлювати та експлуатувати на поверхні з нормальними параметрами займання. bbox=[550, 283, 1049, 293]
list-item: P7: Nominaalselt maksimaalne ümbruskonna temperatuur, millega on lubatud mõjutada seadet. bbox=[550, 1615, 915, 1626]
ru-care-title: СОВЕТЫ ПО ЭКСПЛУАТАЦИИ / КОНСЕРВАЦИЯ bbox=[34, 1425, 234, 1436]
list-item: P15: Защита от проникновения предметов величиной более 12мм. bbox=[34, 1658, 302, 1668]
ee-title: EESMÄRK / RAKENDUS bbox=[550, 1404, 650, 1414]
column-3 bbox=[1095, 8, 1587, 81]
bg-func: Да се използва продукта вътре в помещенията. bbox=[34, 846, 225, 857]
list-item: P7: Максимальна номінальна температура навколишнього середовища допустима для виробу. bbox=[550, 230, 932, 240]
ua-care-title: РЕКОМЕНДАЦІЇ ЩОДО ЕКСПЛУАТАЦІЇ / ОБСЛУГОВУВАННЯ bbox=[550, 102, 802, 113]
ru-symbols-list bbox=[34, 1489, 526, 1733]
dc-24v-bottom: 24V DC bbox=[1253, 1461, 1297, 1475]
list-item: P12: Vartoti tik patalpų viduje. bbox=[550, 766, 664, 776]
list-item: P7: Максимална номинална температура на околната среда, на която може да бъде изложен продукта. bbox=[34, 985, 450, 995]
circuit-figure bbox=[1111, 1130, 1584, 1508]
list-item: P13: Трансформатор за безопасност устойчив от късо съединение. bbox=[34, 1069, 305, 1079]
ua-notes-title: ЗАУВАЖЕННЯ / ВКАЗІВКИ bbox=[550, 442, 662, 452]
ro-comments-title: COMENTARII / SUGESTII bbox=[34, 155, 135, 166]
ua-mount: Технічні зміни заявлені, згідно з вимогами виробника. Перед початком монтажу необхідно ознайомитися з інструкцією. Монтаж повинен виконуватися особою з відповідними кваліфікаціями. Всі операції повинні проводитися при відключеному живленні. Необхідно бути особливо обережним. Використовувати провода живлення відповідного перерізу. Кінці проводів потрібно ізолювати на відповідну довжину. bbox=[550, 39, 1062, 81]
lv-care: Konservāciju jāveic esot izslēgtam spriegumam, pēc tam kad izstrādājums atdzisis. Tīrīt tikai ar delikātiem un sausiem audumiem. Nelietojiet ķīmiskus tīrīšanas līdzekļus. Neapklājiet izstrādājumu. Jānodrošina brīva pieeja gaisam. bbox=[550, 1058, 1047, 1079]
list-item: P7: Номинальная максимальная температура окружающей среды, в которой может работать изделие. bbox=[34, 1552, 445, 1562]
list-item: P3: Номинальные параметры на вторичной стороне. bbox=[34, 1509, 246, 1520]
lv-symbols-title: IZMANTOTU APZĪMĒJUMU UN SIMBOLU IZSKAIDROŠANA bbox=[550, 1079, 792, 1090]
list-item: P9: II Klass. Seade, kus kaitset elektrilöögi eest vastuab veel, peale põhiisolatsiooni, lisakaitsevahendid nagu kahekordne või tugevdatud isolatsioon. bbox=[550, 1637, 1029, 1658]
lv-tag: LV bbox=[550, 942, 561, 952]
si-env-title: VARSTVO OKOLJA bbox=[34, 618, 114, 628]
list-item: P9: Klase II. Izstrādājums kādā aizsardzību no elektriskā vieido, izņemot pamata izolāciju, izmantota dubulta vai pastiprināta izolācija. bbox=[550, 1175, 1058, 1185]
list-item: P1: Номинальные параметры на первичной стороне. bbox=[34, 1489, 247, 1499]
bg-title: ПРЕДНАЗНАЧЕНИЕ / ИЗПОЛЗВАНЕ bbox=[34, 741, 184, 751]
list-item: P9: Клас II. Продукт, в който за защита срещу токов удар осигурява, освен основната изолация, приложена двойна или подсилена изолация. bbox=[34, 1005, 515, 1026]
ua-func: Виріб використовується всередині приміщень. bbox=[550, 92, 736, 102]
pri-badge: PRI bbox=[1442, 880, 1465, 896]
cross-mark-4: ✗ bbox=[1565, 2156, 1586, 2185]
dc-24v-label: 24V DC bbox=[1176, 1261, 1206, 1270]
list-item: P3: Imenski parametri na drugotni strani. bbox=[34, 427, 189, 437]
lt-mount-title: MONTAVIMAS bbox=[550, 543, 608, 553]
ee-notes-title: MÄRKUSED / NÄPUNÄITED bbox=[1095, 39, 1209, 49]
ee-text: Seadme on ette nähtud madalpinge LED lampide pingestamiseks (24V). Toiteallikas ei ole mõeldud ilma koormuseta töötamiseks. Toode on ette nähtud valgustusotstarbeks ja töötamiseks koormusega vähemalt 40% nimivõimsusest (standardi EN 61000-3-2, C-klass koormuse puhul ≥ 40%). bbox=[550, 1415, 1047, 1446]
ee-tag: EE bbox=[550, 1393, 563, 1404]
lt-mount: Draudžiama daryti techninius pakeitimus. Prieš pradedant montuoti susipažinkite su instrukcija. Montavimą turi atlikti asmuo turintis atitinkamus įgaliojimus. Visi darbai turi būti atliekami išjungus maitinimą. Būtinas ypatingas atsargumas. Reikia taikyti tinkamus maitinimo laidų diametrus. Laidų antgalius reikia izoliuoti tinkamu ilgiu. bbox=[550, 554, 1052, 585]
power-supply-illustration bbox=[1116, 208, 1428, 416]
list-item: P12: Kasutamiseks ainult ruumi sees. bbox=[550, 1680, 694, 1690]
ua-notes: Недотримання рекомендацій даної інструкції може призвести, напр., пожежу, опіки, ураження електричним струмом, тілесні травми та завдати іншої матеріальних на веб-сторінці: www.kanlux.com. Kanlux SA не несе відповідальності за наслідки, що виникли внаслідок недотримання положень цієї інструкції. bbox=[550, 452, 1049, 483]
ee-notes: Kaesoleva kasutamisjuhendi soovituste eiramine, võivad põhjustada näiteks tulekahju, põletushaavu, elektrilöögi, füüsilisi vigastusi ja muid kahjusid. Täiendavat informatsiooni Kanlux toodetega seotud leiate lehelt www.kanlux.com. Kanlux SA ei kanna vastutust käesoleva kasutamisjuhendi juhiste mittetäitmisest tulenevate tagajärgede eest. bbox=[1095, 49, 1588, 81]
list-item: P15: Aizsardzība no cietām vielām kas ir lielākas nekā 12mm. bbox=[550, 1238, 786, 1248]
list-item: P10: Gaminys garantuoja apšvietimo grandinės maitinimą saugia įtampa. bbox=[550, 744, 829, 755]
ru-notes-title: ПРИМЕЧАНИЯ / УКАЗАНИЯ bbox=[34, 1774, 150, 1785]
list-item: P17: Produktas atitinka Didžiojoje Britanijoje (UK) taikomų teisės aktų reikalavimus. bbox=[550, 819, 868, 829]
list-item: P5: Максимальный ток. bbox=[34, 1531, 128, 1542]
list-item: P15: Kaitse tahkete kehade eest, suuremad kui 12mm. bbox=[550, 1711, 760, 1721]
